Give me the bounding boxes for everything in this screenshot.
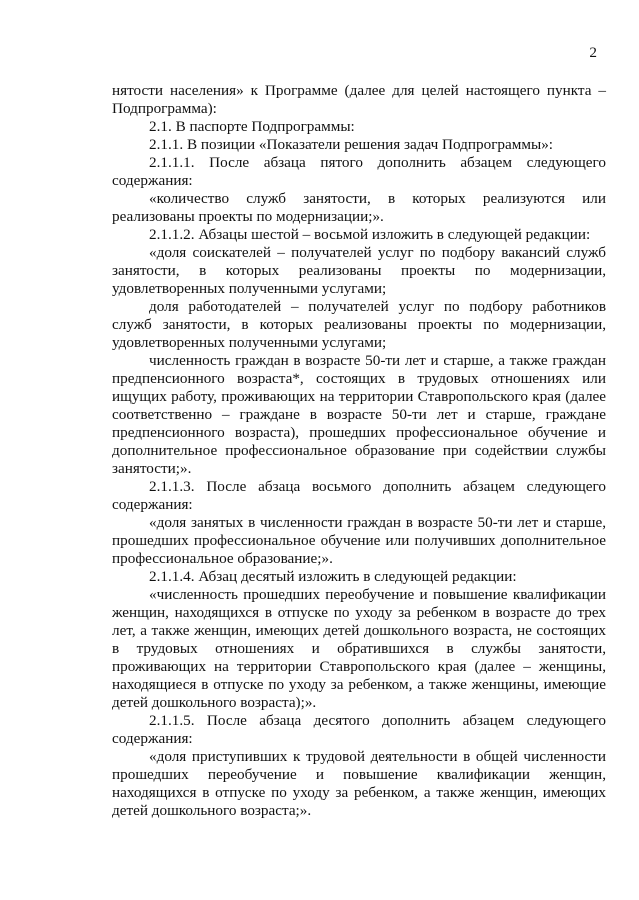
paragraph-1: нятости населения» к Программе (далее для целей настоящего пункта – Подпрограмма): (112, 82, 606, 117)
paragraph-12: 2.1.1.4. Абзац десятый изложить в следующей редакции: (149, 568, 517, 585)
paragraph-14: 2.1.1.5. После абзаца десятого дополнить абзацем следующего содержания: (112, 712, 606, 747)
paragraph-5: «количество служб занятости, в которых реализуются или реализованы проекты по модернизации;». (112, 190, 606, 225)
paragraph-8: доля работодателей – получателей услуг по подбору работников служб занятости, в которых реализованы проекты по модернизации, удовлетворенных полученными услугами; (112, 298, 606, 351)
paragraph-6: 2.1.1.2. Абзацы шестой – восьмой изложить в следующей редакции: (149, 226, 591, 243)
paragraph-15: «доля приступивших к трудовой деятельности в общей численности прошедших переобучение и повышение квалификации женщин, находящихся в отпуске по уходу за ребенком, а также женщин, имеющих детей дошкольного возраста;». (112, 748, 606, 819)
paragraph-9: численность граждан в возрасте 50-ти лет и старше, а также граждан предпенсионного возраста*, состоящих в трудовых отношениях или ищущих работу, проживающих на территории Ставропольского края (далее соответственно – граждане в возрасте 50-ти лет и старше, граждане предпенсионного возраста), прошедших профессиональное обучение и дополнительное профессиональное образование при содействии службы занятости;». (112, 352, 606, 477)
document-body (112, 82, 606, 820)
paragraph-3: 2.1.1. В позиции «Показатели решения задач Подпрограммы»: (149, 136, 554, 153)
page-number: 2 (589, 44, 597, 61)
paragraph-7: «доля соискателей – получателей услуг по подбору вакансий служб занятости, в которых реализованы проекты по модернизации, удовлетворенных полученными услугами; (112, 244, 606, 297)
paragraph-10: 2.1.1.3. После абзаца восьмого дополнить абзацем следующего содержания: (112, 478, 606, 513)
paragraph-11: «доля занятых в численности граждан в возрасте 50-ти лет и старше, прошедших профессиональное обучение или получивших дополнительное профессиональное образование;». (112, 514, 606, 567)
paragraph-4: 2.1.1.1. После абзаца пятого дополнить абзацем следующего содержания: (112, 154, 606, 189)
paragraph-13: «численность прошедших переобучение и повышение квалификации женщин, находящихся в отпуске по уходу за ребенком в возрасте до трех лет, а также женщин, имеющих детей дошкольного возраста, не состоящих в трудовых отношениях и обратившихся в службы занятости, проживающих на территории Ставропольского края (далее – женщины, находящиеся в отпуске по уходу за ребенком, а также женщины, имеющие детей дошкольного возраста);». (112, 586, 606, 711)
paragraph-2: 2.1. В паспорте Подпрограммы: (149, 118, 355, 135)
